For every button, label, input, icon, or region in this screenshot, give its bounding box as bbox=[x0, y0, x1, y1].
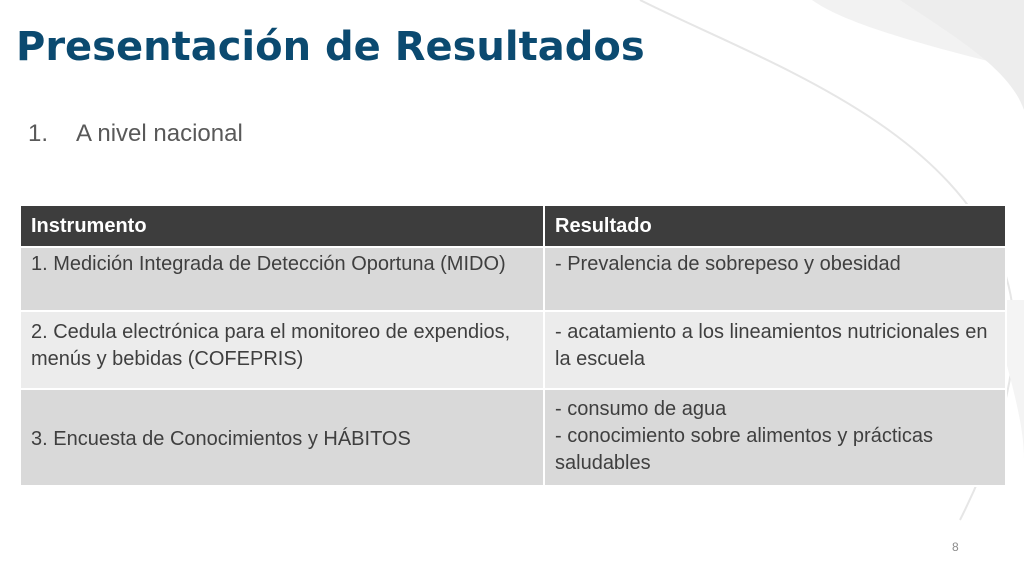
resultado-cell bbox=[544, 311, 1006, 389]
resultado-cell bbox=[544, 389, 1006, 486]
instrumento-cell: 3. Encuesta de Conocimientos y HÁBITOS bbox=[20, 389, 544, 486]
instrumento-cell: 2. Cedula electrónica para el monitoreo de expendios, menús y bebidas (COFEPRIS) bbox=[20, 311, 544, 389]
resultado-line: - Prevalencia de sobrepeso y obesidad bbox=[555, 253, 901, 275]
results-table bbox=[19, 204, 1007, 487]
list-text: A nivel nacional bbox=[76, 120, 243, 147]
header-instrumento: Instrumento bbox=[20, 205, 544, 247]
list-number: 1. bbox=[28, 120, 49, 147]
table-header-row bbox=[20, 205, 1006, 247]
slide-title: Presentación de Resultados bbox=[16, 24, 645, 70]
page-number: 8 bbox=[952, 540, 959, 554]
table-row bbox=[20, 247, 1006, 311]
instrumento-cell: 1. Medición Integrada de Detección Oportuna (MIDO) bbox=[20, 247, 544, 311]
table-row bbox=[20, 311, 1006, 389]
list-item-national bbox=[28, 118, 243, 150]
table-row bbox=[20, 389, 1006, 486]
resultado-line: - conocimiento sobre alimentos y prácticas saludables bbox=[555, 425, 933, 474]
resultado-cell bbox=[544, 247, 1006, 311]
header-resultado: Resultado bbox=[544, 205, 1006, 247]
resultado-line: - acatamiento a los lineamientos nutricionales en la escuela bbox=[555, 321, 988, 370]
resultado-line: - consumo de agua bbox=[555, 398, 727, 420]
